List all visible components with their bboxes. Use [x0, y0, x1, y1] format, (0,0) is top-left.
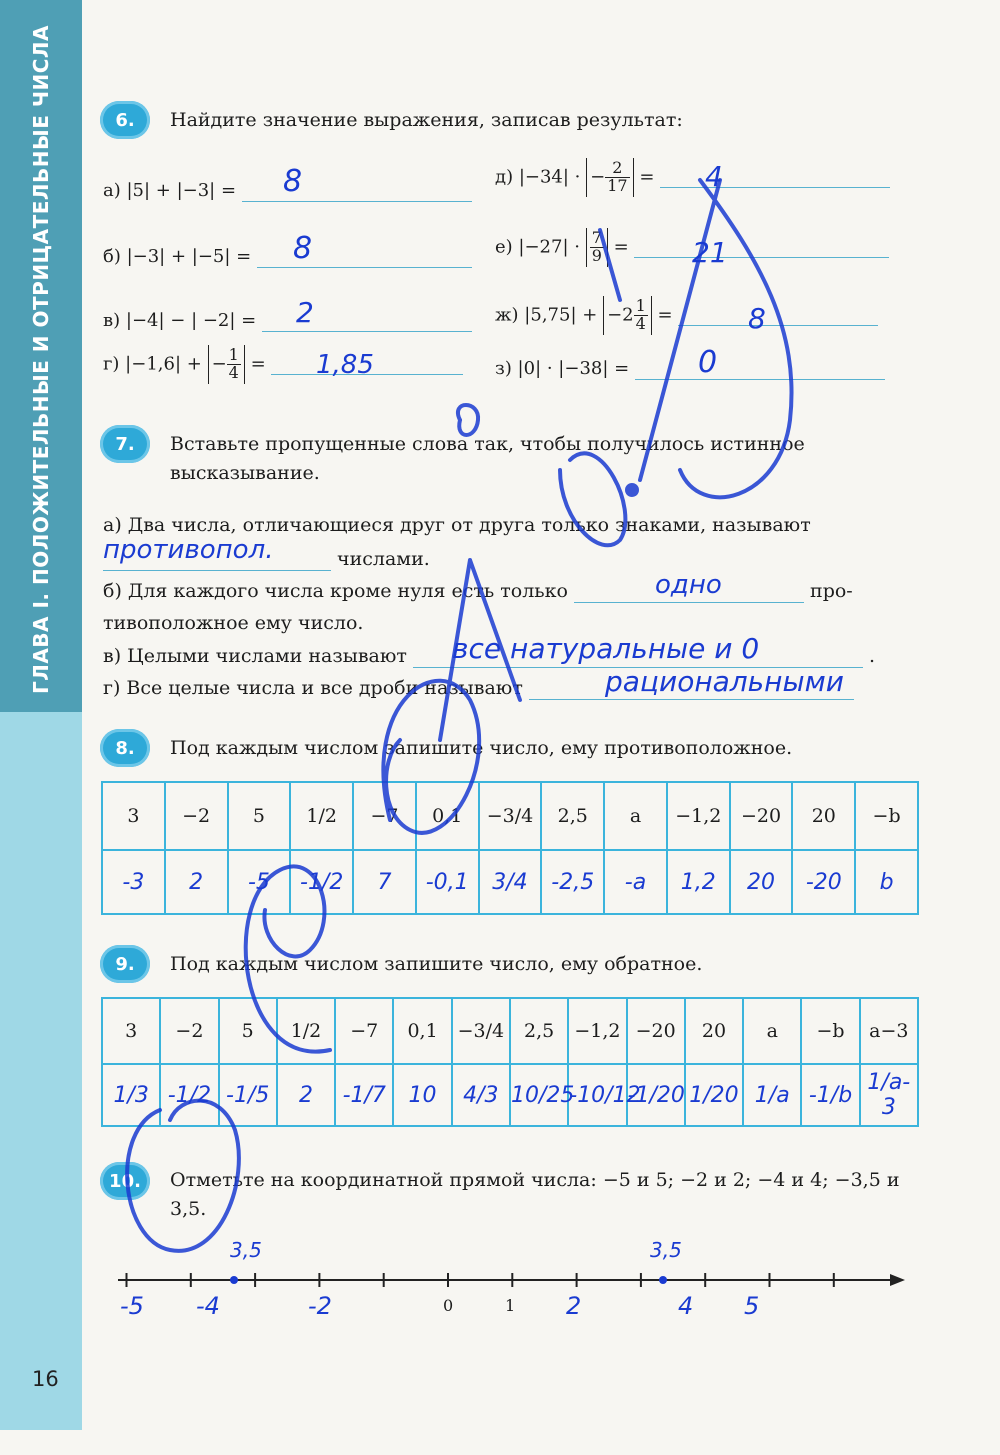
task-9-header-cell: −2 — [160, 998, 218, 1064]
task-9-header-cell: −b — [801, 998, 859, 1064]
task-9-header-cell: 1/2 — [277, 998, 335, 1064]
tick-label-1: 1 — [505, 1296, 516, 1315]
task-9-header-cell: 2,5 — [510, 998, 568, 1064]
task-8-answer-cell: -a — [604, 850, 667, 914]
task-6-v: в) |−4| − | −2| = — [103, 310, 472, 332]
task-6-b-answer: 8 — [293, 231, 313, 266]
task-9-header-cell: 0,1 — [393, 998, 451, 1064]
task-8-header-cell: 3 — [102, 782, 165, 850]
hand-label-neg-4: -4 — [196, 1292, 220, 1320]
task-6-g: г) |−1,6| + − $\frac{1}{4}$ = — [103, 345, 463, 384]
task-8-answer-cell: -5 — [228, 850, 291, 914]
task-7-b-text: б) Для каждого числа кроме нуля есть только про- — [103, 580, 853, 602]
task-6-b: б) |−3| + |−5| = — [103, 246, 472, 268]
task-9-answer-cell: 1/a-3 — [860, 1064, 918, 1126]
task-8-header-cell: −20 — [730, 782, 793, 850]
task-6-d: д) |−34| · − $\frac{2}{17}$ = — [495, 158, 890, 197]
task-8-prompt: Под каждым числом запишите число, ему противоположное. — [170, 737, 793, 759]
task-6-e: е) |−27| · $\frac{7}{9}$ = — [495, 228, 889, 267]
task-9-answer-cell: 1/a — [743, 1064, 801, 1126]
task-8-answer-cell: -3 — [102, 850, 165, 914]
task-9-header-cell: −1,2 — [568, 998, 626, 1064]
task-8-answer-cell: 2 — [165, 850, 228, 914]
task-10-prompt: Отметьте на координатной прямой числа: −5 и 5; −2 и 2; −4 и 4; −3,5 и 3,5. — [170, 1169, 900, 1220]
task-6-a: а) |5| + |−3| = — [103, 180, 472, 202]
task-9-answer-cell: -1/7 — [335, 1064, 393, 1126]
task-7-v-text: в) Целыми числами называют . — [103, 645, 876, 667]
task-9-header-cell: a — [743, 998, 801, 1064]
mark-neg-3-5 — [230, 1276, 238, 1284]
task-6-v-answer: 2 — [296, 296, 314, 329]
task-8-header-cell: −3/4 — [479, 782, 542, 850]
task-8-answer-cell: 3/4 — [479, 850, 542, 914]
hand-label-pos-4: 4 — [678, 1292, 694, 1320]
task-7-g-answer: рациональными — [605, 665, 844, 698]
task-9-answer-cell: 4/3 — [452, 1064, 510, 1126]
task-7-prompt: Вставьте пропущенные слова так, чтобы получилось истинное высказывание. — [170, 433, 805, 484]
task-7-a-line: числами. — [103, 548, 430, 571]
task-8-answer-cell: 20 — [730, 850, 793, 914]
task-8-answer-cell: 1,2 — [667, 850, 730, 914]
task-8-answer-cell: -2,5 — [541, 850, 604, 914]
task-6-zh-answer: 8 — [748, 302, 766, 335]
task-9-answer-cell: -10/12 — [568, 1064, 626, 1126]
task-9-answer-cell: 2 — [277, 1064, 335, 1126]
mark-pos-3-5 — [659, 1276, 667, 1284]
task-10-badge: 10. — [100, 1162, 150, 1200]
task-9-header-cell: 3 — [102, 998, 160, 1064]
task-6-z: з) |0| · |−38| = — [495, 358, 885, 380]
chapter-title: ГЛАВА I. ПОЛОЖИТЕЛЬНЫЕ И ОТРИЦАТЕЛЬНЫЕ ЧИСЛА — [29, 25, 53, 695]
task-7-g-text: г) Все целые числа и все дроби называют — [103, 677, 854, 700]
task-6-e-answer: 21 — [692, 236, 728, 269]
task-8-header-cell: −1,2 — [667, 782, 730, 850]
task-7-v-answer: все натуральные и 0 — [452, 632, 760, 665]
task-7-a-text: а) Два числа, отличающиеся друг от друга только знаками, называют — [103, 514, 811, 536]
task-9-answer-cell: -1/2 — [160, 1064, 218, 1126]
task-7-a-answer: противопол. — [103, 535, 274, 565]
task-8-header-cell: −2 — [165, 782, 228, 850]
task-6-z-answer: 0 — [698, 345, 718, 380]
tick-label-0: 0 — [443, 1296, 454, 1315]
task-8-header-cell: 1/2 — [290, 782, 353, 850]
task-9-header-cell: −7 — [335, 998, 393, 1064]
task-8-answer-cell: -1/2 — [290, 850, 353, 914]
task-8-header-cell: 0,1 — [416, 782, 479, 850]
task-9-header-cell: a−3 — [860, 998, 918, 1064]
task-9-answer-cell: 1/20 — [685, 1064, 743, 1126]
task-9-header-cell: 5 — [219, 998, 277, 1064]
task-6-g-answer: 1,85 — [316, 350, 374, 380]
task-8-answer-cell: -20 — [792, 850, 855, 914]
task-6-a-answer: 8 — [283, 164, 303, 199]
task-9-header-cell: −3/4 — [452, 998, 510, 1064]
hand-mark-pos-3-5: 3,5 — [650, 1238, 682, 1262]
task-8-header-cell: −7 — [353, 782, 416, 850]
task-8-header-cell: −b — [855, 782, 918, 850]
task-7-b-text-2: тивоположное ему число. — [103, 612, 364, 634]
hand-mark-neg-3-5: 3,5 — [230, 1238, 262, 1262]
task-9-header-cell: −20 — [627, 998, 685, 1064]
task-8-header-cell: 5 — [228, 782, 291, 850]
task-8-header-cell: a — [604, 782, 667, 850]
page-number: 16 — [32, 1367, 59, 1391]
task-8-badge: 8. — [100, 729, 150, 767]
task-7-badge: 7. — [100, 425, 150, 463]
task-8-header-cell: 20 — [792, 782, 855, 850]
task-8-answer-cell: 7 — [353, 850, 416, 914]
task-9-answer-cell: 1/3 — [102, 1064, 160, 1126]
task-7-b-answer: одно — [655, 570, 722, 600]
task-9-answer-cell: 10 — [393, 1064, 451, 1126]
task-6-zh: ж) |5,75| + −2 $\frac{1}{4}$ = — [495, 296, 878, 335]
task-6-prompt: Найдите значение выражения, записав результат: — [170, 109, 683, 131]
task-9-prompt: Под каждым числом запишите число, ему обратное. — [170, 953, 703, 975]
task-6-badge: 6. — [100, 101, 150, 139]
hand-label-neg-2: -2 — [308, 1292, 332, 1320]
task-9-header-cell: 20 — [685, 998, 743, 1064]
task-9-answer-cell: -1/20 — [627, 1064, 685, 1126]
task-8-header-cell: 2,5 — [541, 782, 604, 850]
task-6-d-answer: 4 — [705, 160, 723, 193]
hand-label-pos-5: 5 — [744, 1292, 760, 1320]
task-8-answer-cell: -0,1 — [416, 850, 479, 914]
task-9-answer-cell: -1/5 — [219, 1064, 277, 1126]
hand-label-neg-5: -5 — [120, 1292, 144, 1320]
task-9-badge: 9. — [100, 945, 150, 983]
task-8-answer-cell: b — [855, 850, 918, 914]
hand-label-pos-2: 2 — [566, 1292, 582, 1320]
task-9-answer-cell: 10/25 — [510, 1064, 568, 1126]
task-9-answer-cell: -1/b — [801, 1064, 859, 1126]
